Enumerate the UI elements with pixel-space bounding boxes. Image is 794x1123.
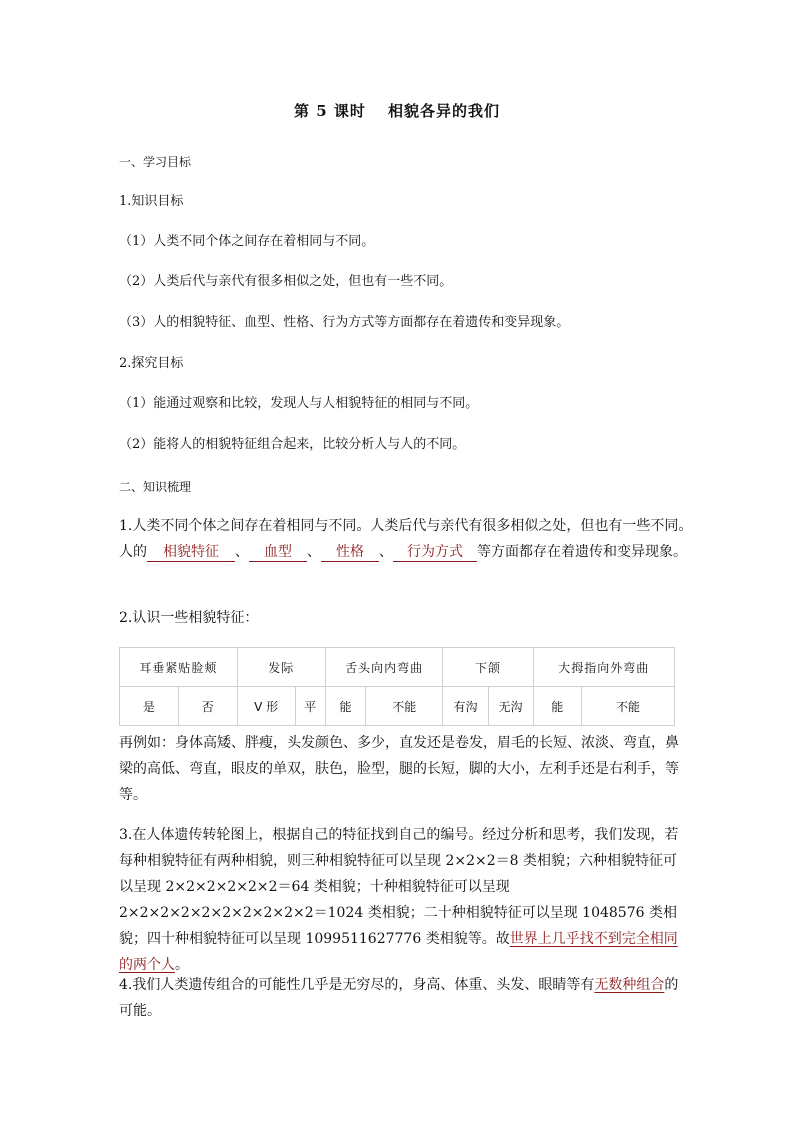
trait-option: 是 xyxy=(120,687,179,726)
knowledge-goal-3: （3）人的相貌特征、血型、性格、行为方式等方面都存在着遗传和变异现象。 xyxy=(119,315,570,330)
inquiry-goals-heading: 2.探究目标 xyxy=(119,356,184,371)
section-heading-goals: 一、学习目标 xyxy=(119,155,192,169)
trait-option: 有沟 xyxy=(443,687,488,726)
answer-blank-5: 世界上几乎找不到完全相同的两个人 xyxy=(119,931,678,973)
knowledge-goals-heading: 1.知识目标 xyxy=(119,194,184,209)
lesson-number: 第 5 课时 xyxy=(294,102,366,120)
separator: 、 xyxy=(235,544,249,560)
trait-option: 否 xyxy=(178,687,237,726)
answer-blank-3: 性格 xyxy=(321,543,379,562)
paragraph-1-text: 1.人类不同个体之间存在着相同与不同。人类后代与亲代有很多相似之处，但也有一些不同。 xyxy=(119,518,693,534)
page-title xyxy=(0,100,794,121)
trait-header: 耳垂紧贴脸颊 xyxy=(120,648,238,687)
answer-blank-6: 无数种组合 xyxy=(594,977,665,993)
answer-blank-1: 相貌特征 xyxy=(147,543,235,562)
paragraph-2-heading: 2.认识一些相貌特征： xyxy=(119,610,259,626)
paragraph-3-suffix: 。 xyxy=(175,957,189,973)
trait-option: 平 xyxy=(295,687,325,726)
paragraph-1-prefix: 人的 xyxy=(119,544,147,560)
paragraph-4 xyxy=(119,972,679,1024)
paragraph-4-suffix: 的可能。 xyxy=(119,977,679,1019)
knowledge-goal-2: （2）人类后代与亲代有很多相似之处，但也有一些不同。 xyxy=(119,274,453,289)
trait-option: 不能 xyxy=(582,687,675,726)
traits-table-options-row xyxy=(120,687,675,726)
trait-header: 发际 xyxy=(237,648,325,687)
separator: 、 xyxy=(307,544,321,560)
inquiry-goal-1: （1）能通过观察和比较，发现人与人相貌特征的相同与不同。 xyxy=(119,396,479,411)
knowledge-goal-1: （1）人类不同个体之间存在着相同与不同。 xyxy=(119,234,375,249)
trait-option: 不能 xyxy=(366,687,443,726)
paragraph-1 xyxy=(119,513,693,565)
paragraph-2-example: 再例如：身体高矮、胖瘦，头发颜色、多少，直发还是卷发，眉毛的长短、浓淡、弯直，鼻梁的高低、弯直，眼皮的单双，肤色，脸型，腿的长短，脚的大小，左利手还是右利手，等等。 xyxy=(119,735,679,803)
lesson-title: 相貌各异的我们 xyxy=(387,102,500,120)
inquiry-goal-2: （2）能将人的相貌特征组合起来，比较分析人与人的不同。 xyxy=(119,437,466,452)
traits-table-header-row xyxy=(120,648,675,687)
trait-option: 无沟 xyxy=(488,687,533,726)
trait-header: 下颌 xyxy=(443,648,533,687)
answer-blank-4: 行为方式 xyxy=(393,543,477,562)
answer-blank-2: 血型 xyxy=(249,543,307,562)
paragraph-3-text: 3.在人体遗传转轮图上，根据自己的特征找到自己的编号。经过分析和思考，我们发现，若每种相貌特征有两种相貌，则三种相貌特征可以呈现 2×2×2＝8 类相貌；六种相貌特征可以呈现 2×2×2×2×2×2＝64 类相貌；十种相貌特征可以呈现 2×2×2×2×2×2×2×2×2×2＝1024 类相貌；二十种相貌特征可以呈现 1048576 类相貌；四十种相貌特征可以呈现 1099511627776 类相貌等。故 xyxy=(119,827,679,947)
traits-table xyxy=(119,647,675,726)
paragraph-3 xyxy=(119,822,679,978)
trait-option: V 形 xyxy=(237,687,295,726)
paragraph-1-suffix: 等方面都存在着遗传和变异现象。 xyxy=(477,544,687,560)
paragraph-4-text: 4.我们人类遗传组合的可能性几乎是无穷尽的，身高、体重、头发、眼睛等有 xyxy=(119,977,595,993)
trait-header: 舌头向内弯曲 xyxy=(325,648,443,687)
section-heading-review: 二、知识梳理 xyxy=(119,480,192,494)
separator: 、 xyxy=(379,544,393,560)
trait-header: 大拇指向外弯曲 xyxy=(533,648,674,687)
trait-option: 能 xyxy=(325,687,365,726)
trait-option: 能 xyxy=(533,687,581,726)
